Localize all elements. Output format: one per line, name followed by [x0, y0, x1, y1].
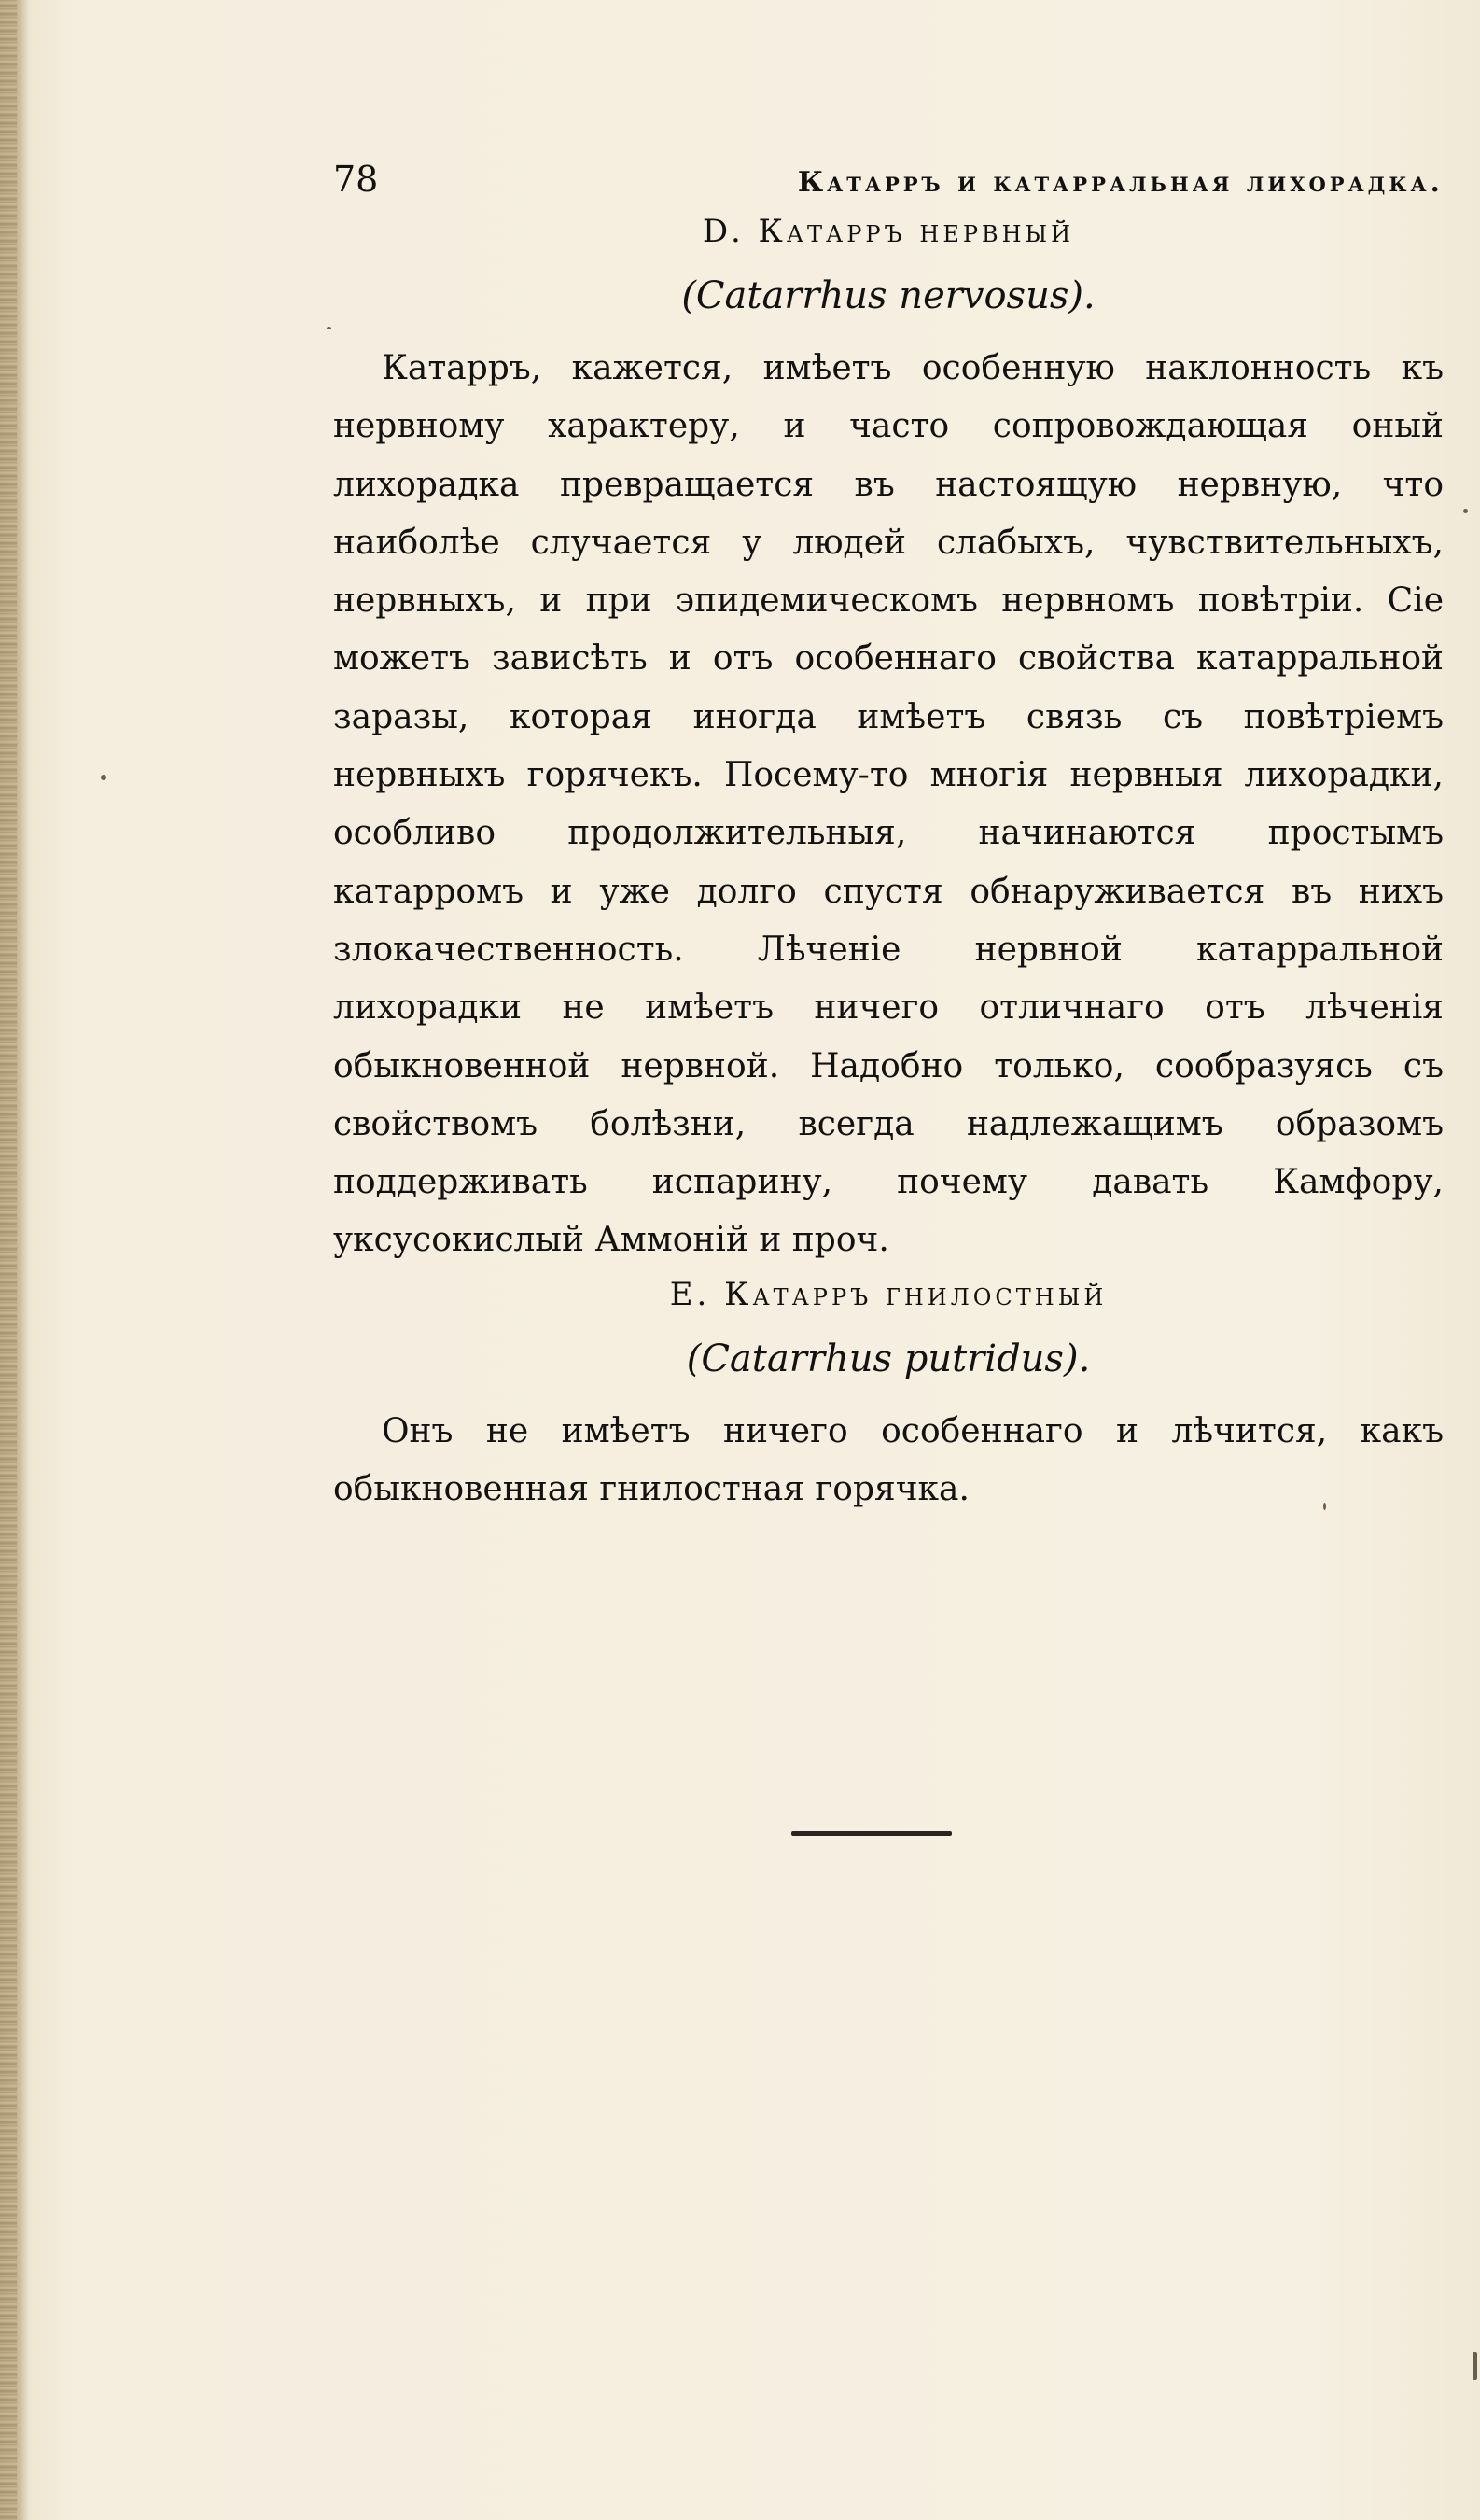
end-rule: [791, 1831, 952, 1836]
page-binding-edge: [0, 0, 17, 2520]
section-e-heading: E. Катарръ гнилостный: [669, 1275, 1108, 1313]
paper-speck: [1323, 1503, 1326, 1510]
section-e-paragraph: Онъ не имѣетъ ничего особеннаго и лѣчится, какъ обыкновенная гнилостная горячка.: [333, 1411, 1444, 1509]
page-gutter-shadow: [17, 0, 30, 2520]
section-d-latin-name: (Catarrhus nervosus).: [681, 274, 1096, 317]
section-e-latin-name: (Catarrhus putridus).: [686, 1337, 1091, 1380]
paper-speck: [1473, 2352, 1477, 2380]
paper-speck: [101, 775, 106, 780]
paper-speck: [1463, 509, 1468, 513]
text-block: [333, 159, 1444, 1519]
running-head: [333, 159, 1444, 209]
section-d-heading: D. Катарръ нервный: [702, 213, 1075, 250]
paper-speck: [327, 327, 331, 329]
section-d-paragraph: Катарръ, кажется, имѣетъ особенную наклонность къ нервному характеру, и часто сопровождающая оный лихорадка превращается въ настоящую нервную, что наиболѣе случается у людей слабыхъ, чувствительныхъ, нервныхъ, и при эпидемическомъ нервномъ повѣтріи. Сіе можетъ зависѣть и отъ особеннаго свойства катарральной заразы, которая иногда имѣетъ связь съ повѣтріемъ нервныхъ горячекъ. Посему-то многія нервныя лихорадки, особливо продолжительныя, начинаются простымъ катарромъ и уже долго спустя обнаруживается въ нихъ злокачественность. Лѣченіе нервной катарральной лихорадки не имѣетъ ничего отличнаго отъ лѣченія обыкновенной нервной. Надобно только, сообразуясь съ свойствомъ болѣзни, всегда надлежащимъ образомъ поддерживать испарину, почему давать Камфору, уксусокислый Аммоній и проч.: [333, 349, 1444, 1260]
page-number: 78: [333, 159, 379, 200]
running-head-title: Катарръ и катарральная лихорадка.: [797, 166, 1444, 199]
